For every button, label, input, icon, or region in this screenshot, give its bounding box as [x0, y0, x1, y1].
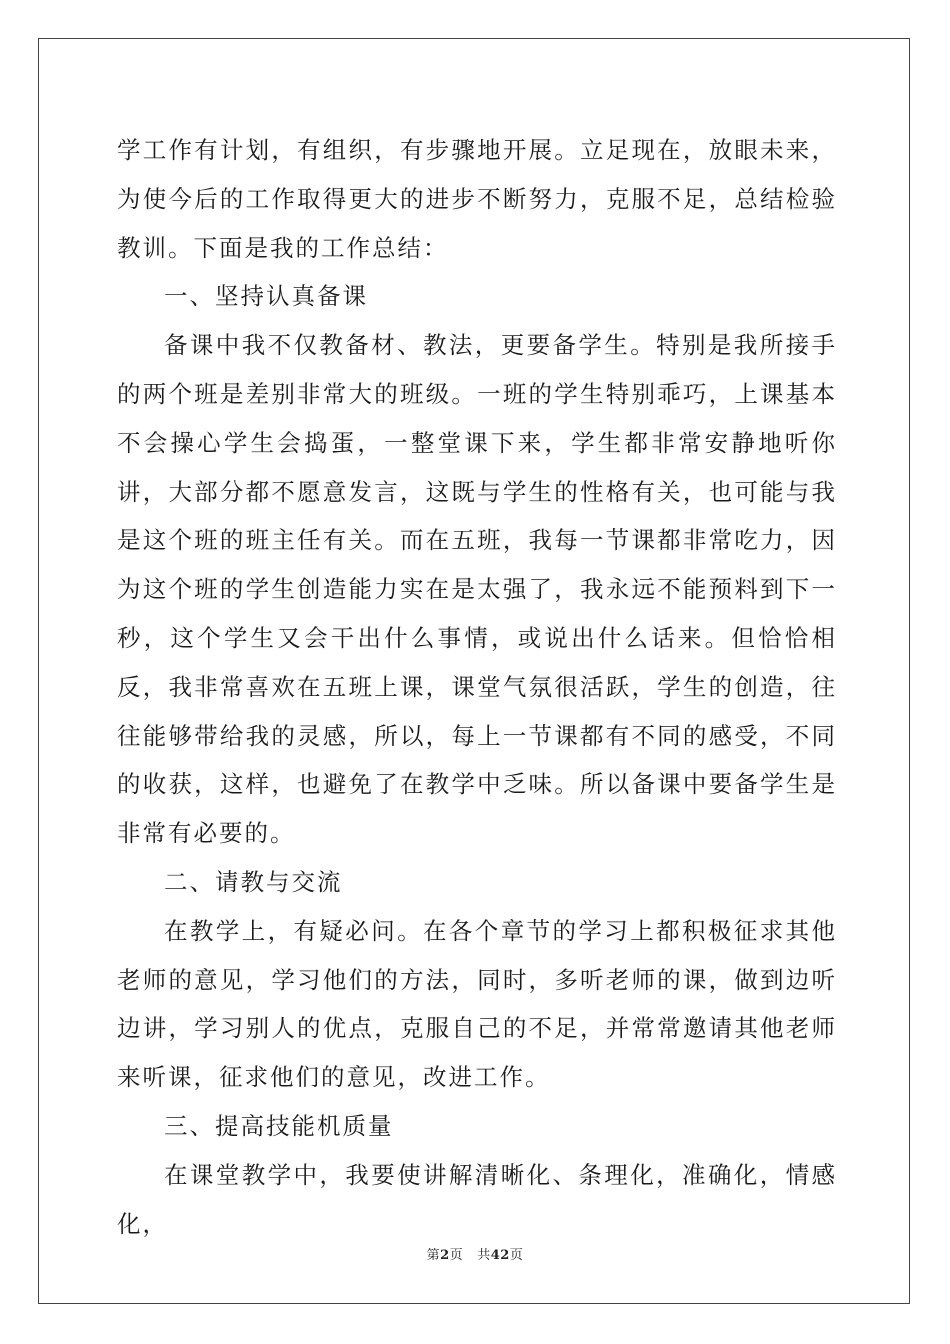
page-prefix: 第 — [426, 1248, 441, 1263]
total-prefix: 共 — [477, 1248, 491, 1263]
page-suffix: 页 — [449, 1248, 464, 1263]
section-heading-2: 二、请教与交流 — [164, 867, 343, 896]
section-heading-1: 一、坚持认真备课 — [164, 282, 368, 311]
total-suffix: 页 — [509, 1248, 524, 1263]
section-heading-3: 三、提高技能机质量 — [164, 1111, 394, 1140]
paragraph-lesson-prep: 备课中我不仅教备材、教法，更要备学生。特别是我所接手的两个班是差别非常大的班级。一班的学生特别乖巧，上课基本不会操心学生会捣蛋，一整堂课下来，学生都非常安静地听你讲，大部分都不愿意发言，这既与学生的性格有关，也可能与我是这个班的班主任有关。而在五班，我每一节课都非常吃力，因为这个班的学生创造能力实在是太强了，我永远不能预料到下一秒，这个学生又会干出什么事情，或说出什么话来。但恰恰相反，我非常喜欢在五班上课，课堂气氛很活跃，学生的创造，往往能够带给我的灵感，所以，每上一节课都有不同的感受，不同的收获，这样，也避免了在教学中乏味。所以备课中要备学生是非常有必要的。 — [117, 331, 837, 848]
paragraph-intro-continued: 学工作有计划，有组织，有步骤地开展。立足现在，放眼未来，为使今后的工作取得更大的进步不断努力，克服不足，总结检验教训。下面是我的工作总结： — [117, 136, 837, 262]
document-body — [117, 126, 837, 1248]
total-pages: 42 — [490, 1248, 510, 1263]
page-number: 2 — [440, 1248, 450, 1263]
paragraph-consultation: 在教学上，有疑必问。在各个章节的学习上都积极征求其他老师的意见，学习他们的方法，同时，多听老师的课，做到边听边讲，学习别人的优点，克服自己的不足，并常常邀请其他老师来听课，征求他们的意见，改进工作。 — [117, 916, 837, 1092]
paragraph-teaching-skills: 在课堂教学中，我要使讲解清晰化、条理化，准确化，情感化， — [117, 1160, 837, 1238]
page-footer — [0, 1244, 950, 1263]
